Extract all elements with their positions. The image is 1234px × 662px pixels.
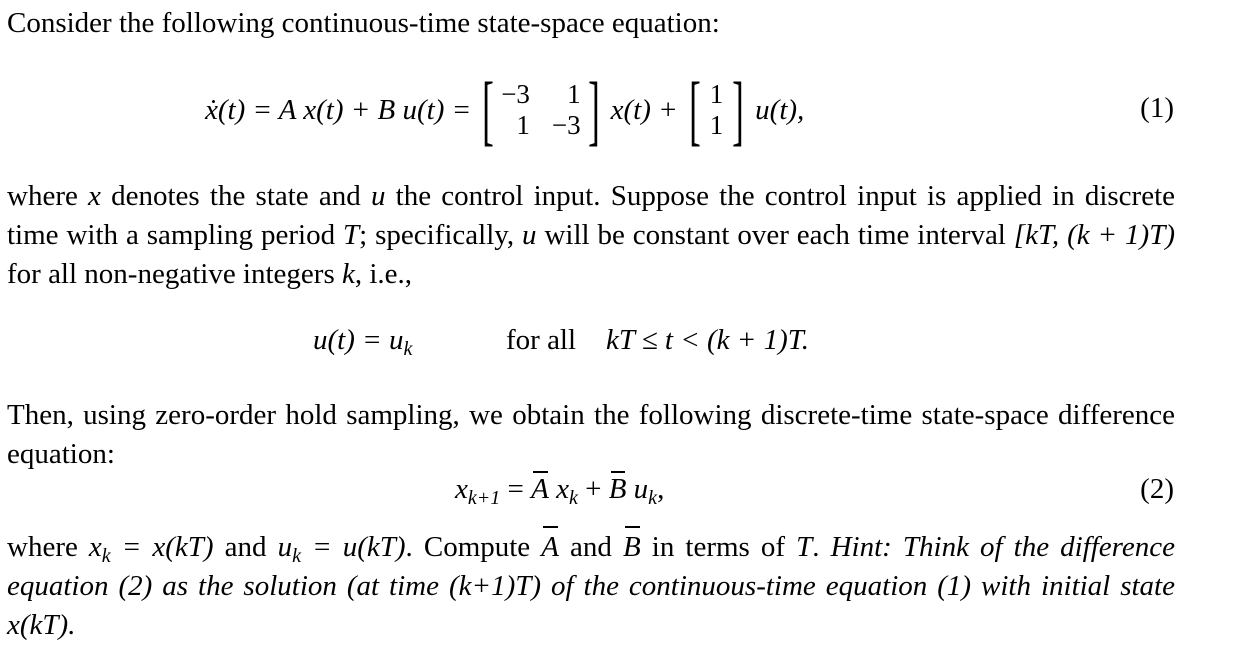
matrix-a-cell: −3 [551, 110, 581, 140]
hold-lhs: $u(t) = u_k$ [313, 324, 413, 360]
vector-b: [ 1 1 ] [688, 66, 745, 153]
matrix-a-cell: 1 [567, 79, 581, 109]
matrix-a: [ −3 1 1 −3 ] [482, 66, 600, 153]
vector-b-cell: 1 [709, 110, 724, 140]
intro-text: Consider the following continuous-time state-space equation: [7, 7, 720, 39]
paragraph-task: where $x_k = x(kT)$ and $u_k = u(kT)$. Compute A and B in terms of T. Hint: Think of the difference equation (2) as the solution (at time (k+1)T) of the continuous-time equation (1) with initial state x(kT). [7, 528, 1175, 645]
hold-condition: kT ≤ t < (k + 1)T. [606, 324, 809, 356]
eq1-lhs: ẋ(t) = A x(t) + B u(t) = [205, 93, 472, 126]
eq1-tail: u(t), [755, 93, 805, 126]
hold-for-all: for all [506, 324, 577, 356]
equation-1 [0, 66, 1234, 153]
eq2-expression: $x_{k+1} = A$ $x_k + B$ $u_k$, [455, 473, 665, 509]
matrix-a-cell: −3 [501, 79, 530, 109]
matrix-a-cell: 1 [516, 110, 530, 140]
vector-b-cell: 1 [709, 79, 724, 109]
paragraph-zoh: Then, using zero-order hold sampling, we obtain the following discrete-time state-space difference equation: [7, 399, 1175, 470]
paragraph-sampling: where x denotes the state and u the control input. Suppose the control input is applied in discrete time with a sampling period T; specifically, u will be constant over each time interval [kT, (k + 1)T) for all non-negative integers k, i.e., [7, 180, 1175, 290]
equation-2-number: (2) [1140, 473, 1174, 505]
hint-text: Hint: Think of the difference equation (2) as the solution (at time (k+1)T) of the continuous-time equation (1) with initial state x(kT). [7, 531, 1175, 641]
equation-1-number: (1) [1140, 92, 1174, 124]
eq1-mid: x(t) + [610, 93, 678, 126]
